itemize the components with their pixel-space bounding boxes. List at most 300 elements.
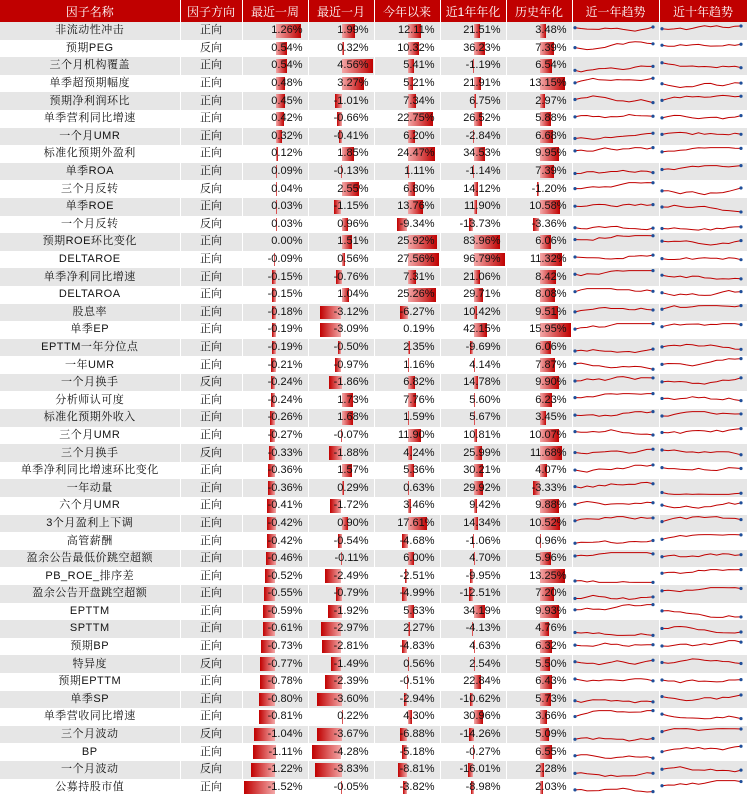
table-row [0,638,747,656]
1y-annualized-cell [440,40,506,58]
1y-trend-sparkline [572,286,659,304]
value-text: 3.45% [535,411,567,424]
factor-name-cell: 单季SP [0,691,180,709]
hist-annualized-cell [506,356,572,374]
table-row [0,75,747,93]
value-text: -1.19% [465,59,501,72]
10y-trend-sparkline [659,92,747,110]
1y-trend-sparkline [572,497,659,515]
sparkline-path [662,570,741,574]
sparkline-path [662,306,741,310]
value-text: 1.73% [337,393,369,406]
sparkline-end-marker [739,114,742,117]
last-month-cell [308,110,374,128]
sparkline-path [575,430,653,435]
sparkline-start-marker [573,554,576,557]
value-text: 13.76% [397,200,435,213]
10y-trend-sparkline [659,233,747,251]
ytd-cell [374,40,440,58]
last-week-cell [242,532,308,550]
table-row [0,22,747,40]
last-month-cell [308,233,374,251]
sparkline-path [575,66,653,72]
value-text: -0.73% [267,640,303,653]
last-week-cell [242,251,308,269]
sparkline-path [662,411,741,416]
last-week-cell [242,22,308,40]
table-row [0,286,747,304]
sparkline-end-marker [739,258,742,261]
value-text: -1.14% [465,165,501,178]
value-text: 5.63% [403,604,435,617]
hist-annualized-cell [506,110,572,128]
last-month-cell [308,462,374,480]
sparkline-path [662,746,741,752]
value-text: -0.26% [267,411,303,424]
table-row [0,409,747,427]
1y-trend-sparkline [572,585,659,603]
1y-trend-sparkline [572,128,659,146]
sparkline-path [662,626,741,633]
1y-annualized-cell [440,655,506,673]
sparkline-start-marker [573,226,576,229]
sparkline-path [662,205,741,212]
value-text: -1.11% [268,745,303,758]
ytd-cell [374,673,440,691]
sparkline-path [575,350,653,353]
last-week-cell [242,655,308,673]
sparkline-path [662,45,741,47]
sparkline-start-marker [573,137,576,140]
value-text: 13.25% [529,569,567,582]
1y-annualized-cell [440,216,506,234]
value-text: -2.51% [399,569,435,582]
sparkline-end-marker [739,453,742,456]
factor-direction-cell: 正向 [180,92,242,110]
sparkline-end-marker [739,533,742,536]
sparkline-path [662,587,741,591]
10y-trend-sparkline [659,497,747,515]
1y-annualized-cell [440,57,506,75]
last-month-cell [308,673,374,691]
value-text: 4.70% [469,552,501,565]
factor-name-cell: 三个月换手 [0,444,180,462]
value-text: -2.81% [333,640,369,653]
last-week-cell [242,444,308,462]
last-week-cell [242,620,308,638]
value-text: 0.09% [271,165,303,178]
value-text: 34.53% [463,147,501,160]
factor-name-cell: BP [0,743,180,761]
sparkline-path [662,450,741,455]
ytd-cell [374,216,440,234]
ytd-cell [374,779,440,797]
1y-annualized-cell [440,726,506,744]
hist-annualized-cell [506,515,572,533]
sparkline-start-marker [660,227,663,230]
value-text: 4.14% [469,358,501,371]
sparkline-end-marker [739,81,742,84]
sparkline-path [662,96,741,101]
1y-trend-sparkline [572,567,659,585]
sparkline-end-marker [651,65,654,68]
value-text: 6.43% [535,675,567,688]
sparkline-end-marker [739,323,742,326]
last-week-cell [242,304,308,322]
factor-name-cell: 三个月机构覆盖 [0,57,180,75]
value-text: -3.60% [333,692,369,705]
value-text: 7.87% [535,358,567,371]
value-text: 1.16% [403,358,435,371]
sparkline-end-marker [739,587,742,590]
last-week-cell [242,691,308,709]
last-month-cell [308,356,374,374]
sparkline-path [575,204,653,207]
last-week-cell [242,339,308,357]
sparkline-end-marker [651,643,654,646]
factor-direction-cell: 反向 [180,40,242,58]
hist-annualized-cell [506,427,572,445]
1y-annualized-cell [440,673,506,691]
sparkline-start-marker [573,451,576,454]
factor-direction-cell: 正向 [180,479,242,497]
value-text: 3.27% [337,77,369,90]
value-text: -0.19% [267,340,303,353]
factor-direction-cell: 正向 [180,779,242,797]
last-week-cell [242,673,308,691]
ytd-cell [374,708,440,726]
value-text: -0.77% [267,657,303,670]
value-text: -0.13% [333,165,369,178]
sparkline-start-marker [660,448,663,451]
sparkline-start-marker [660,150,663,153]
value-text: 29.92% [463,481,501,494]
sparkline-path [662,659,741,664]
sparkline-path [662,275,741,279]
ytd-cell [374,691,440,709]
value-text: 7.20% [535,587,567,600]
last-week-cell [242,585,308,603]
last-week-cell [242,479,308,497]
value-text: -4.13% [465,622,501,635]
sparkline-start-marker [573,789,576,792]
value-text: 11.90% [398,428,435,441]
sparkline-end-marker [651,771,654,774]
sparkline-start-marker [660,431,663,434]
sparkline-path [575,541,653,544]
ytd-cell [374,92,440,110]
value-text: -0.46% [267,552,303,565]
factor-name-cell: 一个月换手 [0,374,180,392]
value-text: 22.75% [397,112,435,125]
last-month-cell [308,743,374,761]
sparkline-end-marker [651,552,654,555]
sparkline-path [662,467,741,470]
hist-annualized-cell [506,92,572,110]
sparkline-path [575,134,653,140]
value-text: -4.68% [399,534,435,547]
value-text: 0.54% [271,41,303,54]
hist-annualized-cell [506,620,572,638]
value-text: 4.56% [337,59,369,72]
sparkline-start-marker [573,327,576,330]
last-week-cell [242,286,308,304]
value-text: -0.19% [267,323,303,336]
sparkline-end-marker [739,277,742,280]
1y-trend-sparkline [572,620,659,638]
sparkline-end-marker [739,553,742,556]
factor-name-cell: 预期ROE环比变化 [0,233,180,251]
sparkline-end-marker [651,757,654,760]
hist-annualized-cell [506,180,572,198]
1y-trend-sparkline [572,110,659,128]
1y-annualized-cell [440,251,506,269]
10y-trend-sparkline [659,374,747,392]
1y-trend-sparkline [572,444,659,462]
sparkline-start-marker [660,308,663,311]
sparkline-end-marker [651,448,654,451]
sparkline-end-marker [739,210,742,213]
sparkline-end-marker [651,539,654,542]
sparkline-start-marker [573,542,576,545]
factor-direction-cell: 正向 [180,638,242,656]
value-text: -6.88% [399,728,435,741]
sparkline-path [575,271,653,276]
value-text: 0.22% [337,710,369,723]
factor-name-cell: 三个月UMR [0,427,180,445]
hist-annualized-cell [506,304,572,322]
ytd-cell [374,427,440,445]
last-month-cell [308,620,374,638]
table-row [0,655,747,673]
factor-name-cell: 单季超预期幅度 [0,75,180,93]
last-week-cell [242,374,308,392]
sparkline-end-marker [739,147,742,150]
10y-trend-sparkline [659,515,747,533]
sparkline-start-marker [573,350,576,353]
factor-direction-cell: 正向 [180,603,242,621]
10y-trend-sparkline [659,321,747,339]
sparkline-end-marker [651,410,654,413]
value-text: -5.18% [399,745,435,758]
sparkline-start-marker [660,325,663,328]
sparkline-end-marker [651,234,654,237]
sparkline-end-marker [739,467,742,470]
sparkline-path [575,678,653,681]
sparkline-start-marker [573,171,576,174]
sparkline-path [662,517,741,522]
value-text: 6.20% [403,129,435,142]
value-text: -3.33% [531,481,567,494]
table-row [0,216,747,234]
value-text: 25.92% [397,235,435,248]
sparkline-path [662,359,741,366]
table-row [0,497,747,515]
factor-direction-cell: 正向 [180,75,242,93]
value-text: 7.39% [535,41,567,54]
value-text: -4.83% [399,640,435,653]
last-month-cell [308,321,374,339]
sparkline-path [662,503,741,508]
sparkline-end-marker [739,427,742,430]
sparkline-end-marker [651,501,654,504]
hist-annualized-cell [506,743,572,761]
sparkline-path [575,394,653,398]
hist-annualized-cell [506,532,572,550]
value-text: 6.23% [535,393,567,406]
sparkline-path [662,695,741,701]
last-month-cell [308,532,374,550]
value-text: 7.31% [403,270,435,283]
10y-trend-sparkline [659,726,747,744]
ytd-cell [374,479,440,497]
value-text: 5.96% [535,552,567,565]
value-text: -10.62% [459,692,501,705]
last-month-cell [308,479,374,497]
factor-direction-cell: 反向 [180,726,242,744]
sparkline-path [575,78,653,83]
last-week-cell [242,321,308,339]
value-text: -0.79% [333,587,369,600]
1y-annualized-cell [440,339,506,357]
sparkline-end-marker [739,226,742,229]
last-month-cell [308,444,374,462]
ytd-cell [374,22,440,40]
value-text: 29.71% [463,288,501,301]
10y-trend-sparkline [659,550,747,568]
1y-trend-sparkline [572,321,659,339]
factor-name-cell: 3个月盈利上下调 [0,515,180,533]
sparkline-start-marker [573,580,576,583]
table-row [0,603,747,621]
value-text: -1.22% [267,763,303,776]
sparkline-end-marker [651,181,654,184]
sparkline-start-marker [660,520,663,523]
factor-direction-cell: 正向 [180,409,242,427]
last-month-cell [308,708,374,726]
value-text: 22.84% [463,675,501,688]
1y-trend-sparkline [572,761,659,779]
table-row [0,128,747,146]
1y-trend-sparkline [572,532,659,550]
1y-annualized-cell [440,532,506,550]
last-month-cell [308,180,374,198]
value-text: 25.99% [463,446,501,459]
1y-trend-sparkline [572,779,659,797]
sparkline-end-marker [739,492,742,495]
value-text: 5.88% [535,112,567,125]
ytd-cell [374,391,440,409]
10y-trend-sparkline [659,75,747,93]
factor-name-cell: 预期EPTTM [0,673,180,691]
1y-trend-sparkline [572,655,659,673]
sparkline-end-marker [739,95,742,98]
factor-name-cell: DELTAROE [0,251,180,269]
table-row [0,92,747,110]
sparkline-start-marker [660,661,663,664]
ytd-cell [374,585,440,603]
10y-trend-sparkline [659,163,747,181]
sparkline-start-marker [573,81,576,84]
sparkline-end-marker [739,66,742,69]
value-text: 14.12% [463,182,501,195]
hist-annualized-cell [506,779,572,797]
1y-annualized-cell [440,567,506,585]
factor-name-cell: 预期净利润环比 [0,92,180,110]
hist-annualized-cell [506,708,572,726]
value-text: 6.55% [535,745,567,758]
sparkline-start-marker [660,189,663,192]
sparkline-path [575,772,653,776]
value-text: 4.24% [403,446,435,459]
last-week-cell [242,40,308,58]
sparkline-start-marker [573,699,576,702]
10y-trend-sparkline [659,532,747,550]
sparkline-start-marker [660,239,663,242]
last-month-cell [308,216,374,234]
ytd-cell [374,620,440,638]
last-week-cell [242,110,308,128]
1y-annualized-cell [440,268,506,286]
hist-annualized-cell [506,339,572,357]
10y-trend-sparkline [659,444,747,462]
last-month-cell [308,128,374,146]
factor-name-cell: 特异度 [0,655,180,673]
value-text: 21.06% [463,270,501,283]
value-text: 10.42% [463,305,501,318]
ytd-cell [374,497,440,515]
sparkline-start-marker [573,69,576,72]
1y-annualized-cell [440,708,506,726]
value-text: 2.03% [535,780,567,793]
factor-name-cell: 盈余公告开盘跳空超额 [0,585,180,603]
ytd-cell [374,180,440,198]
sparkline-end-marker [739,290,742,293]
1y-annualized-cell [440,761,506,779]
sparkline-start-marker [573,468,576,471]
value-text: 0.42% [271,112,303,125]
sparkline-start-marker [573,503,576,506]
value-text: 24.47% [397,147,435,160]
value-text: 5.21% [403,77,435,90]
table-row [0,620,747,638]
ytd-cell [374,304,440,322]
value-text: -0.24% [267,376,303,389]
factor-name-cell: 公募持股市值 [0,779,180,797]
factor-direction-cell: 正向 [180,22,242,40]
1y-trend-sparkline [572,708,659,726]
value-text: -8.81% [399,763,435,776]
1y-trend-sparkline [572,163,659,181]
1y-annualized-cell [440,198,506,216]
last-month-cell [308,286,374,304]
value-text: -0.33% [267,446,303,459]
value-text: 6.80% [403,182,435,195]
factor-direction-cell: 正向 [180,708,242,726]
10y-trend-sparkline [659,761,747,779]
factor-direction-cell: 反向 [180,216,242,234]
last-month-cell [308,409,374,427]
hist-annualized-cell [506,374,572,392]
value-text: -0.81% [267,710,303,723]
sparkline-path [575,148,653,152]
sparkline-path [575,183,653,189]
1y-annualized-cell [440,321,506,339]
last-week-cell [242,198,308,216]
last-month-cell [308,304,374,322]
value-text: 10.32% [397,41,435,54]
sparkline-end-marker [739,43,742,46]
